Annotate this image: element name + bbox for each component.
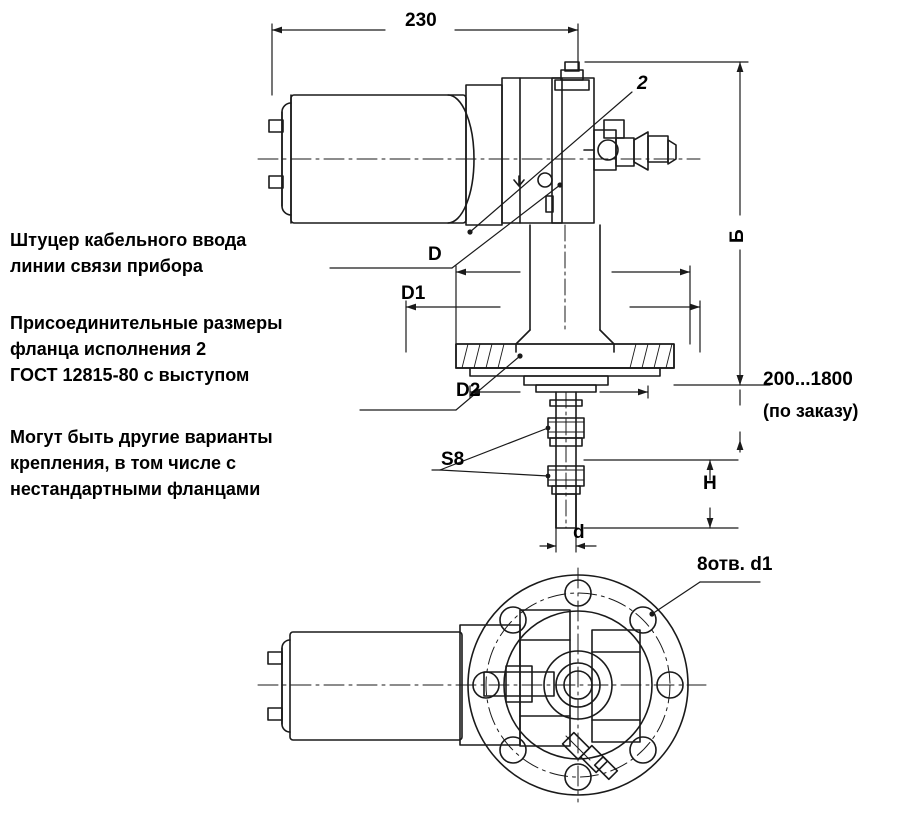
note-flange-line-1: Присоединительные размеры [10, 313, 283, 333]
note-variants-line-3: нестандартными фланцами [10, 479, 261, 499]
dim-label-holes: 8отв. d1 [697, 554, 773, 575]
leader-holes [649, 582, 760, 617]
dim-label-D2: D2 [456, 380, 481, 401]
dim-label-d: d [573, 522, 585, 543]
mounting-flange [456, 344, 674, 392]
dim-label-pos2: 2 [637, 73, 648, 94]
dim-d [540, 528, 596, 552]
dim-label-B: Б [727, 229, 748, 243]
cable-gland [584, 120, 676, 170]
dim-label-S8: S8 [441, 449, 465, 470]
dim-D [456, 266, 690, 344]
leader-pos-2 [467, 92, 632, 235]
dim-label-H: H [703, 473, 717, 494]
dim-B [585, 62, 748, 385]
dim-230 [272, 24, 578, 95]
dim-label-D1: D1 [401, 283, 426, 304]
sensor-body-block [466, 62, 594, 225]
dim-label-immersion: 200...1800 [763, 369, 853, 390]
note-flange-line-3: ГОСТ 12815-80 с выступом [10, 365, 250, 385]
extension-neck [516, 225, 614, 352]
dim-label-D: D [428, 244, 442, 265]
dim-label-230: 230 [405, 10, 437, 31]
note-cable-gland-line-2: линии связи прибора [10, 256, 203, 276]
probe-stem [548, 392, 584, 528]
plan-view [258, 568, 706, 802]
note-variants-line-1: Могут быть другие варианты [10, 427, 273, 447]
dim-immersion [674, 375, 770, 452]
note-flange-line-2: фланца исполнения 2 [10, 339, 207, 359]
note-cable-gland-line-1: Штуцер кабельного ввода [10, 230, 247, 250]
dim-label-immersion-note: (по заказу) [763, 401, 859, 421]
note-variants-line-2: крепления, в том числе с [10, 453, 237, 473]
